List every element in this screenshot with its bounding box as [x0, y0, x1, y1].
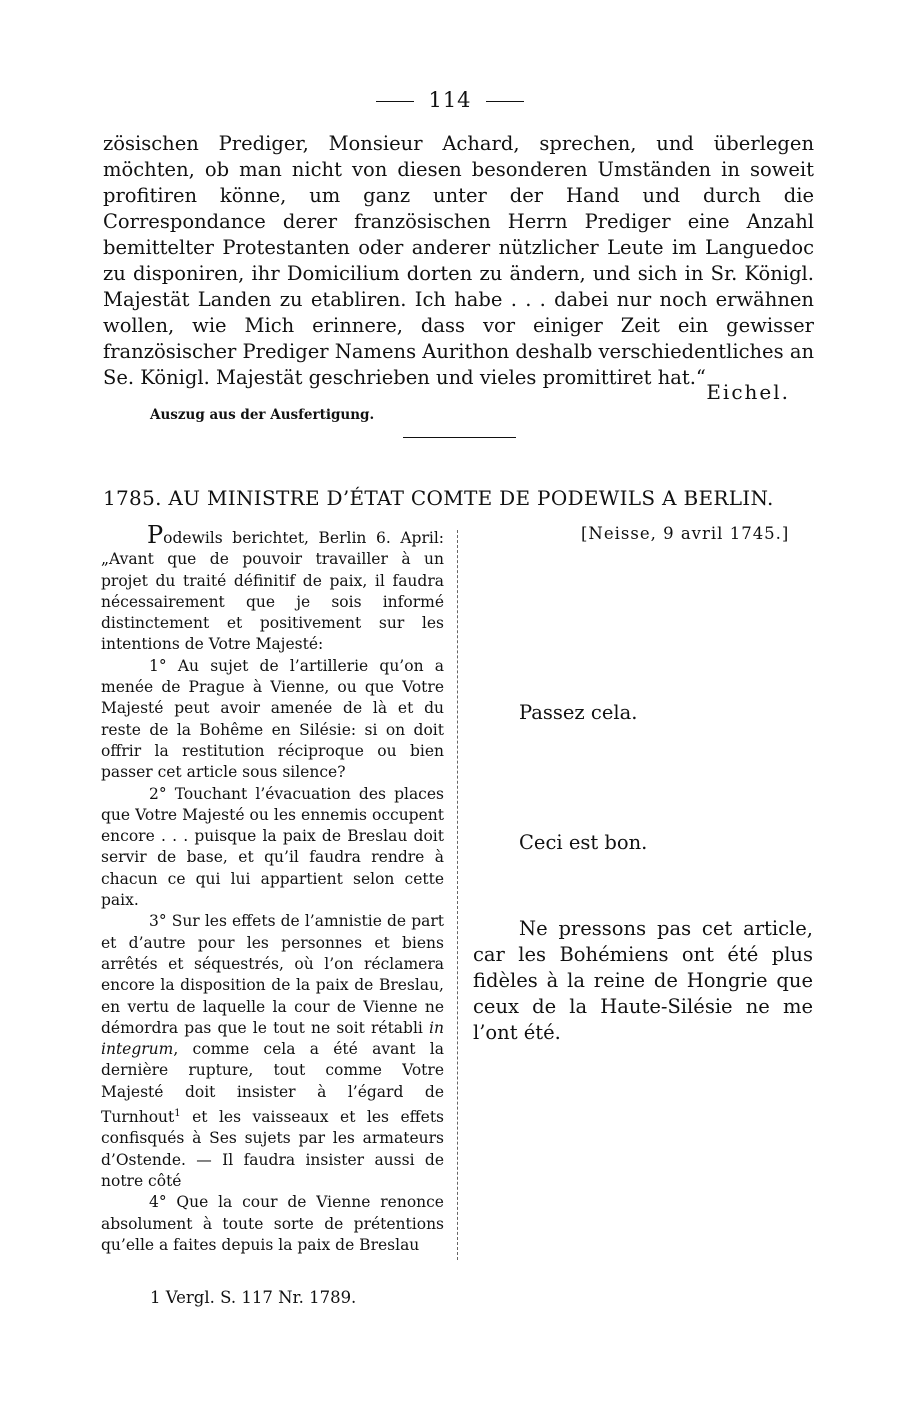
report-item-1: 1° Au sujet de l’artillerie qu’on a menée de Prague à Vienne, ou que Votre Majesté peut avoir amenée de là et du reste de la Bohême en Silésie: si on doit offrir la restitution réciproque ou bien passer cet article sous silence?: [101, 656, 444, 782]
report-intro: [101, 521, 444, 656]
signature: Eichel.: [706, 380, 790, 404]
date-line: [Neisse, 9 avril 1745.]: [581, 524, 790, 543]
page-number: [0, 88, 900, 112]
report-column: [101, 521, 444, 1256]
item3-text-c: et les vaisseaux et les effets confisqués à Ses sujets par les armateurs d’Ostende. — Il faudra insister aussi de notre côté: [101, 1108, 444, 1191]
intro-initial: P: [147, 521, 164, 549]
continued-paragraph: [103, 131, 814, 391]
item3-italic: in integrum: [101, 1018, 444, 1059]
footnote: 1 Vergl. S. 117 Nr. 1789.: [150, 1288, 357, 1307]
item3-text-b: , comme cela a été avant la dernière rupture, tout comme Votre Majesté doit insister à l’égard de Turnhout: [101, 1040, 444, 1127]
report-item-2: 2° Touchant l’évacuation des places que Votre Majesté ou les ennemis occupent encore . . . puisque la paix de Breslau doit servir de base, et qu’il faudra rendre à chacun ce qui lui appartient selon cette paix.: [101, 784, 444, 910]
page-number-dash-right: [486, 101, 524, 102]
reply-2: Ceci est bon.: [519, 831, 648, 854]
document-heading: 1785. AU MINISTRE D’ÉTAT COMTE DE PODEWILS A BERLIN.: [103, 486, 774, 510]
page-number-value: 114: [428, 88, 472, 112]
footnote-marker: 1: [174, 1108, 181, 1120]
report-item-4: 4° Que la cour de Vienne renonce absolument à toute sorte de prétentions qu’elle a faites depuis la paix de Breslau: [101, 1193, 444, 1254]
report-item-3: [101, 911, 444, 1192]
section-divider: [403, 437, 516, 438]
source-note: Auszug aus der Ausfertigung.: [150, 407, 375, 423]
intro-text: odewils berichtet, Berlin 6. April: „Avant que de pouvoir travailler à un projet du traité définitif de paix, il faudra nécessairement que je sois informé distinctement et positivement sur les intentions de Votre Majesté:: [101, 529, 444, 654]
page-number-dash-left: [376, 101, 414, 102]
column-separator: [457, 530, 458, 1260]
reply-1: Passez cela.: [519, 701, 638, 724]
item3-text-a: 3° Sur les effets de l’amnistie de part et d’autre pour les personnes et biens arrêtés et séquestrés, où l’on réclamera encore la disposition de la paix de Breslau, en vertu de laquelle la cour de Vienne ne démordra pas que le tout ne soit rétabli: [101, 912, 444, 1037]
continued-paragraph-text: zösischen Prediger, Monsieur Achard, sprechen, und überlegen möchten, ob man nicht von diesen besonderen Umständen in soweit profitiren könne, um ganz unter der Hand und durch die Correspondance derer französischen Herrn Prediger eine Anzahl bemittelter Protestanten oder anderer nützlicher Leute im Languedoc zu disponiren, ihr Domicilium dorten zu ändern, und sich in Sr. Königl. Majestät Landen zu etabliren. Ich habe . . . dabei nur noch erwähnen wollen, wie Mich erinnere, dass vor einiger Zeit ein gewisser französischer Prediger Namens Aurithon deshalb verschiedentliches an Se. Königl. Majestät geschrieben und vieles promittiret hat.“: [103, 132, 814, 389]
reply-3: Ne pressons pas cet article, car les Bohémiens ont été plus fidèles à la reine de Hongrie que ceux de la Haute-Silésie ne me l’ont été.: [473, 917, 813, 1044]
